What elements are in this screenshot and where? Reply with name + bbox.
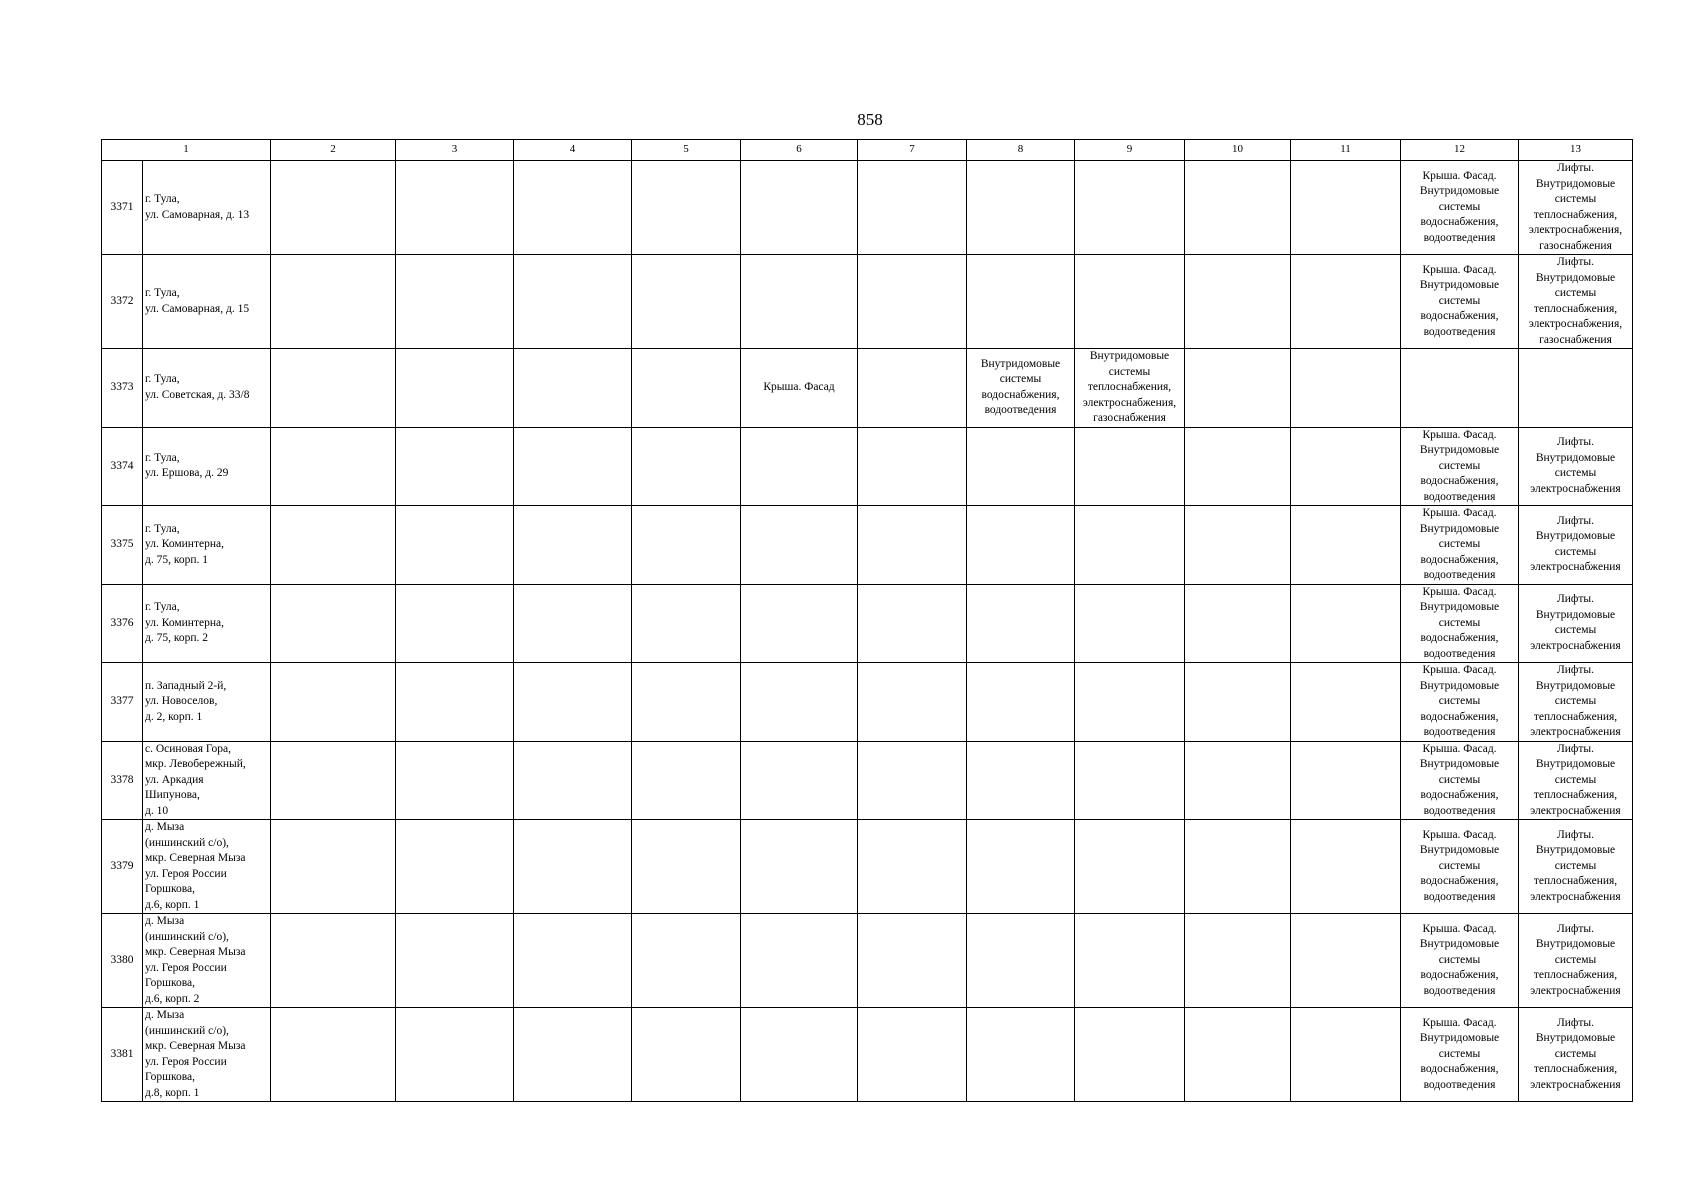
col10-cell (1185, 741, 1291, 820)
address-cell: д. Мыза (иншинский с/о), мкр. Северная Мыза ул. Героя России Горшкова, д.6, корп. 1 (143, 820, 271, 914)
col2-cell (271, 161, 396, 255)
table-row (102, 1008, 1633, 1102)
col5-cell (632, 914, 741, 1008)
col2-cell (271, 914, 396, 1008)
col5-cell (632, 663, 741, 742)
col8-cell (967, 741, 1075, 820)
col8-cell (967, 255, 1075, 349)
col4-cell (514, 741, 632, 820)
col10-cell (1185, 161, 1291, 255)
col5-cell (632, 584, 741, 663)
col13-cell: Лифты. Внутридомовые системы теплоснабжения, электроснабжения, газоснабжения (1519, 255, 1633, 349)
col9-cell (1075, 663, 1185, 742)
col5-cell (632, 255, 741, 349)
col13-cell: Лифты. Внутридомовые системы теплоснабжения, электроснабжения (1519, 820, 1633, 914)
col3-cell (396, 349, 514, 428)
column-number-row (102, 140, 1633, 161)
col2-cell (271, 255, 396, 349)
row-number-cell: 3375 (102, 506, 143, 585)
col13-cell: Лифты. Внутридомовые системы теплоснабжения, электроснабжения (1519, 1008, 1633, 1102)
col11-cell (1291, 741, 1401, 820)
col8-cell (967, 663, 1075, 742)
overhaul-schedule-table (101, 139, 1633, 1102)
column-header: 5 (632, 140, 741, 161)
col7-cell (858, 663, 967, 742)
row-number-cell: 3378 (102, 741, 143, 820)
col6-cell (741, 1008, 858, 1102)
col2-cell (271, 1008, 396, 1102)
column-header: 10 (1185, 140, 1291, 161)
column-header: 2 (271, 140, 396, 161)
row-number-cell: 3377 (102, 663, 143, 742)
address-cell: г. Тула, ул. Коминтерна, д. 75, корп. 1 (143, 506, 271, 585)
col3-cell (396, 584, 514, 663)
col13-cell: Лифты. Внутридомовые системы теплоснабжения, электроснабжения (1519, 741, 1633, 820)
table-row (102, 349, 1633, 428)
col2-cell (271, 741, 396, 820)
col11-cell (1291, 255, 1401, 349)
col2-cell (271, 663, 396, 742)
col2-cell (271, 427, 396, 506)
col4-cell (514, 427, 632, 506)
address-cell: с. Осиновая Гора, мкр. Левобережный, ул. Аркадия Шипунова, д. 10 (143, 741, 271, 820)
col5-cell (632, 427, 741, 506)
col12-cell: Крыша. Фасад. Внутридомовые системы водоснабжения, водоотведения (1401, 584, 1519, 663)
col6-cell: Крыша. Фасад (741, 349, 858, 428)
col6-cell (741, 255, 858, 349)
col9-cell (1075, 506, 1185, 585)
col13-cell: Лифты. Внутридомовые системы теплоснабжения, электроснабжения (1519, 663, 1633, 742)
col6-cell (741, 914, 858, 1008)
col4-cell (514, 506, 632, 585)
table-row (102, 741, 1633, 820)
address-cell: г. Тула, ул. Ершова, д. 29 (143, 427, 271, 506)
col2-cell (271, 506, 396, 585)
col10-cell (1185, 584, 1291, 663)
column-header: 7 (858, 140, 967, 161)
col9-cell (1075, 914, 1185, 1008)
col3-cell (396, 820, 514, 914)
col3-cell (396, 161, 514, 255)
col8-cell: Внутридомовые системы водоснабжения, водоотведения (967, 349, 1075, 428)
row-number-cell: 3380 (102, 914, 143, 1008)
column-header: 3 (396, 140, 514, 161)
column-header: 8 (967, 140, 1075, 161)
row-number-cell: 3381 (102, 1008, 143, 1102)
col11-cell (1291, 584, 1401, 663)
col11-cell (1291, 663, 1401, 742)
col13-cell: Лифты. Внутридомовые системы электроснабжения (1519, 584, 1633, 663)
row-number-cell: 3371 (102, 161, 143, 255)
col3-cell (396, 663, 514, 742)
col12-cell: Крыша. Фасад. Внутридомовые системы водоснабжения, водоотведения (1401, 820, 1519, 914)
col11-cell (1291, 161, 1401, 255)
table-row (102, 584, 1633, 663)
col4-cell (514, 663, 632, 742)
column-header: 11 (1291, 140, 1401, 161)
page-number: 858 (857, 110, 883, 129)
row-number-cell: 3374 (102, 427, 143, 506)
col7-cell (858, 820, 967, 914)
col7-cell (858, 349, 967, 428)
col6-cell (741, 161, 858, 255)
col5-cell (632, 161, 741, 255)
col9-cell (1075, 820, 1185, 914)
col8-cell (967, 1008, 1075, 1102)
row-number-cell: 3376 (102, 584, 143, 663)
col10-cell (1185, 914, 1291, 1008)
col10-cell (1185, 663, 1291, 742)
col11-cell (1291, 1008, 1401, 1102)
address-cell: п. Западный 2-й, ул. Новоселов, д. 2, корп. 1 (143, 663, 271, 742)
column-header: 6 (741, 140, 858, 161)
col3-cell (396, 506, 514, 585)
col13-cell: Лифты. Внутридомовые системы теплоснабжения, электроснабжения, газоснабжения (1519, 161, 1633, 255)
col12-cell: Крыша. Фасад. Внутридомовые системы водоснабжения, водоотведения (1401, 506, 1519, 585)
col11-cell (1291, 506, 1401, 585)
col4-cell (514, 255, 632, 349)
col9-cell (1075, 427, 1185, 506)
col10-cell (1185, 427, 1291, 506)
col6-cell (741, 506, 858, 585)
col8-cell (967, 820, 1075, 914)
col10-cell (1185, 820, 1291, 914)
col5-cell (632, 820, 741, 914)
address-cell: г. Тула, ул. Самоварная, д. 13 (143, 161, 271, 255)
table-row (102, 914, 1633, 1008)
address-cell: г. Тула, ул. Коминтерна, д. 75, корп. 2 (143, 584, 271, 663)
col4-cell (514, 584, 632, 663)
column-header: 13 (1519, 140, 1633, 161)
col3-cell (396, 255, 514, 349)
table-row (102, 820, 1633, 914)
col12-cell: Крыша. Фасад. Внутридомовые системы водоснабжения, водоотведения (1401, 663, 1519, 742)
col11-cell (1291, 427, 1401, 506)
col6-cell (741, 820, 858, 914)
col3-cell (396, 914, 514, 1008)
col7-cell (858, 914, 967, 1008)
col11-cell (1291, 820, 1401, 914)
col6-cell (741, 584, 858, 663)
col13-cell (1519, 349, 1633, 428)
col5-cell (632, 1008, 741, 1102)
table-row (102, 255, 1633, 349)
col13-cell: Лифты. Внутридомовые системы теплоснабжения, электроснабжения (1519, 914, 1633, 1008)
col10-cell (1185, 349, 1291, 428)
col4-cell (514, 1008, 632, 1102)
col12-cell: Крыша. Фасад. Внутридомовые системы водоснабжения, водоотведения (1401, 427, 1519, 506)
col7-cell (858, 255, 967, 349)
col12-cell: Крыша. Фасад. Внутридомовые системы водоснабжения, водоотведения (1401, 255, 1519, 349)
col5-cell (632, 349, 741, 428)
col7-cell (858, 427, 967, 506)
table-row (102, 427, 1633, 506)
address-cell: д. Мыза (иншинский с/о), мкр. Северная Мыза ул. Героя России Горшкова, д.8, корп. 1 (143, 1008, 271, 1102)
row-number-cell: 3372 (102, 255, 143, 349)
col3-cell (396, 427, 514, 506)
col7-cell (858, 584, 967, 663)
col12-cell: Крыша. Фасад. Внутридомовые системы водоснабжения, водоотведения (1401, 1008, 1519, 1102)
column-header: 12 (1401, 140, 1519, 161)
col2-cell (271, 349, 396, 428)
column-header: 4 (514, 140, 632, 161)
col2-cell (271, 820, 396, 914)
col6-cell (741, 663, 858, 742)
col6-cell (741, 427, 858, 506)
address-cell: д. Мыза (иншинский с/о), мкр. Северная Мыза ул. Героя России Горшкова, д.6, корп. 2 (143, 914, 271, 1008)
column-header: 9 (1075, 140, 1185, 161)
address-cell: г. Тула, ул. Советская, д. 33/8 (143, 349, 271, 428)
col8-cell (967, 161, 1075, 255)
col12-cell: Крыша. Фасад. Внутридомовые системы водоснабжения, водоотведения (1401, 741, 1519, 820)
col9-cell (1075, 1008, 1185, 1102)
col10-cell (1185, 1008, 1291, 1102)
col3-cell (396, 1008, 514, 1102)
col11-cell (1291, 349, 1401, 428)
col9-cell (1075, 584, 1185, 663)
col13-cell: Лифты. Внутридомовые системы электроснабжения (1519, 506, 1633, 585)
col11-cell (1291, 914, 1401, 1008)
row-number-cell: 3379 (102, 820, 143, 914)
col7-cell (858, 506, 967, 585)
col4-cell (514, 161, 632, 255)
col12-cell: Крыша. Фасад. Внутридомовые системы водоснабжения, водоотведения (1401, 914, 1519, 1008)
col13-cell: Лифты. Внутридомовые системы электроснабжения (1519, 427, 1633, 506)
col12-cell: Крыша. Фасад. Внутридомовые системы водоснабжения, водоотведения (1401, 161, 1519, 255)
col12-cell (1401, 349, 1519, 428)
col7-cell (858, 741, 967, 820)
col10-cell (1185, 255, 1291, 349)
col5-cell (632, 506, 741, 585)
col4-cell (514, 914, 632, 1008)
col4-cell (514, 820, 632, 914)
col4-cell (514, 349, 632, 428)
col3-cell (396, 741, 514, 820)
col9-cell: Внутридомовые системы теплоснабжения, электроснабжения, газоснабжения (1075, 349, 1185, 428)
row-number-cell: 3373 (102, 349, 143, 428)
col6-cell (741, 741, 858, 820)
col8-cell (967, 427, 1075, 506)
col9-cell (1075, 255, 1185, 349)
col5-cell (632, 741, 741, 820)
col9-cell (1075, 161, 1185, 255)
address-cell: г. Тула, ул. Самоварная, д. 15 (143, 255, 271, 349)
col7-cell (858, 161, 967, 255)
table-row (102, 506, 1633, 585)
table-row (102, 161, 1633, 255)
col9-cell (1075, 741, 1185, 820)
col8-cell (967, 506, 1075, 585)
column-header: 1 (102, 140, 271, 161)
col8-cell (967, 914, 1075, 1008)
col10-cell (1185, 506, 1291, 585)
col8-cell (967, 584, 1075, 663)
table-row (102, 663, 1633, 742)
col7-cell (858, 1008, 967, 1102)
col2-cell (271, 584, 396, 663)
